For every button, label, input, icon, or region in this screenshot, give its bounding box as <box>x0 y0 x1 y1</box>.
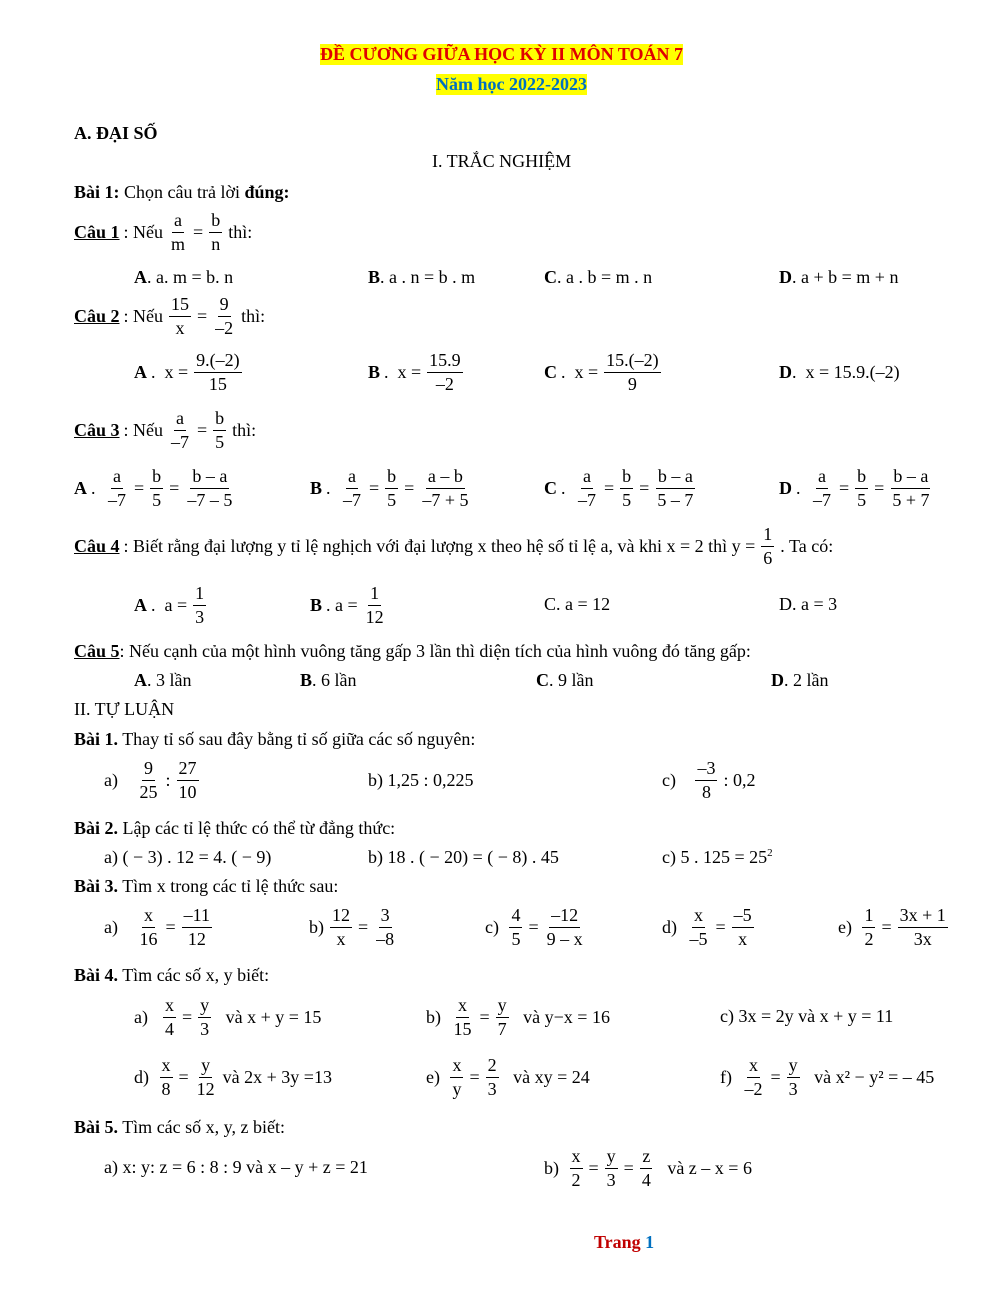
cau1-option-b[interactable]: B. a . n = b . m <box>368 267 476 287</box>
bai4-item-f: f) $\frac{x}{-2}$ = $\frac{y}{3}$ và x² − y² = – 45 <box>720 1055 935 1099</box>
bai2-item-c: c) 5 . $125 = 25^2$ <box>662 847 773 867</box>
cau3-question: Câu 3 : Nếu $\frac{a}{-7}$ = $\frac{b}{5}$ thì: <box>74 408 257 452</box>
cau1-pre: : Nếu <box>123 221 164 242</box>
cau2-label: Câu 2 <box>74 305 120 326</box>
cau3-option-d[interactable]: D . $\frac{a}{-7}$ = $\frac{b}{5}$ = $\frac{b - a}{5 + 7}$ <box>779 466 930 510</box>
page-footer <box>594 1232 654 1253</box>
bai4-heading <box>74 965 269 986</box>
page-word: Trang <box>594 1232 641 1252</box>
cau3-option-a[interactable]: A . $\frac{a}{-7}$ = $\frac{b}{5}$ = $\frac{b - a}{-7 - 5}$ <box>74 466 233 510</box>
bai3-item-e: e) $\frac{1}{2}$ = $\frac{3x + 1}{3x}$ <box>838 905 946 949</box>
fraction: $\frac{15}{x}$ <box>171 294 190 338</box>
bai5-item-a: a) x: y: z = 6 : 8 : 9 và x – y + z = 21 <box>104 1157 368 1177</box>
cau1-option-d[interactable]: D. a + b = m + n <box>779 267 899 287</box>
cau4-option-d[interactable]: D. a = 3 <box>779 594 838 614</box>
bai3-item-d: d) $\frac{x}{-5}$ = $\frac{-5}{x}$ <box>662 905 752 949</box>
cau5-option-d[interactable]: D. 2 lần <box>771 670 829 690</box>
bai1-mc-text: Chọn câu trả lời <box>119 182 245 202</box>
bai1-mc-heading <box>74 182 290 203</box>
bai5-item-b: b) $\frac{x}{2}$ = $\frac{y}{3}$ = $\frac{z}{4}$ và z – x = 6 <box>544 1146 752 1190</box>
bai4-item-a: a) $\frac{x}{4}$ = $\frac{y}{3}$ và x + y = 15 <box>134 995 322 1039</box>
bai3-item-c: c) $\frac{4}{5}$ = $\frac{-12}{9 - x}$ <box>485 905 583 949</box>
cau3-post: thì: <box>232 419 257 440</box>
bai1-mc-bold: đúng: <box>244 182 290 202</box>
part-multiple-choice-title: I. TRẮC NGHIỆM <box>432 151 572 171</box>
bai3-label: Bài 3. <box>74 876 119 896</box>
cau3-option-b[interactable]: B . $\frac{a}{-7}$ = $\frac{b}{5}$ = $\frac{a - b}{-7 + 5}$ <box>310 466 469 510</box>
bai2-heading <box>74 818 395 839</box>
cau5-option-a[interactable]: A. 3 lần <box>134 670 192 690</box>
bai1-label: Bài 1. <box>74 729 119 749</box>
cau2-option-c[interactable]: C . x = $\frac{15.(-2)}{9}$ <box>544 350 659 394</box>
cau3-option-c[interactable]: C . $\frac{a}{-7}$ = $\frac{b}{5}$ = $\frac{b - a}{5 - 7}$ <box>544 466 694 510</box>
fraction: $\frac{1}{6}$ <box>763 524 773 568</box>
bai2-item-b: b) 18 . ( − 20) = ( − 8) . 45 <box>368 847 559 867</box>
bai5-heading <box>74 1117 285 1138</box>
bai1-item-b: b) 1,25 : 0,225 <box>368 770 474 790</box>
section-algebra: A. ĐẠI SỐ <box>74 123 158 143</box>
bai4-item-e: e) $\frac{x}{y}$ = $\frac{2}{3}$ và xy = 24 <box>426 1055 590 1099</box>
bai1-mc-label: Bài 1: <box>74 182 120 202</box>
cau4-option-c[interactable]: C. a = 12 <box>544 594 611 614</box>
bai3-item-a: a) $\frac{x}{16}$ = $\frac{-11}{12}$ <box>104 905 210 949</box>
bai3-heading <box>74 876 338 897</box>
cau4-question <box>74 524 833 568</box>
bai4-item-d: d) $\frac{x}{8}$ = $\frac{y}{12}$ và 2x + 3y =13 <box>134 1055 332 1099</box>
bai1-text: Thay tỉ số sau đây bằng tỉ số giữa các số nguyên: <box>118 729 476 749</box>
bai4-item-c: c) 3x = 2y và x + y = 11 <box>720 1006 894 1026</box>
bai5-text: Tìm các số x, y, z biết: <box>118 1117 285 1137</box>
cau2-question: Câu 2 : Nếu $\frac{15}{x}$ = $\frac{9}{-2}$ thì: <box>74 294 266 338</box>
document-title: ĐỀ CƯƠNG GIỮA HỌC KỲ II MÔN TOÁN 7 <box>320 44 684 64</box>
cau5-label: Câu 5 <box>74 641 120 661</box>
fraction: $\frac{a}{-7}$ <box>171 408 190 452</box>
school-year: Năm học 2022-2023 <box>436 74 587 94</box>
cau2-option-b[interactable]: B . x = $\frac{15.9}{-2}$ <box>368 350 461 394</box>
fraction: $\frac{b}{n}$ <box>211 210 221 254</box>
cau1-option-c[interactable]: C. a . b = m . n <box>544 267 653 287</box>
bai2-label: Bài 2. <box>74 818 119 838</box>
cau2-option-a[interactable]: A . x = $\frac{9.(-2)}{15}$ <box>134 350 240 394</box>
bai3-item-b: b) $\frac{12}{x}$ = $\frac{3}{-8}$ <box>309 905 395 949</box>
bai2-text: Lập các tỉ lệ thức có thể từ đẳng thức: <box>118 818 396 838</box>
bai4-label: Bài 4. <box>74 965 119 985</box>
cau1-label: Câu 1 <box>74 221 120 242</box>
page-number: 1 <box>645 1232 655 1252</box>
cau4-option-b[interactable]: B . a = $\frac{1}{12}$ <box>310 583 384 627</box>
cau5-text: : Nếu cạnh của một hình vuông tăng gấp 3 lần thì diện tích của hình vuông đó tăng gấp: <box>119 641 751 661</box>
cau3-label: Câu 3 <box>74 419 120 440</box>
cau5-option-c[interactable]: C. 9 lần <box>536 670 594 690</box>
part-essay-title: II. TỰ LUẬN <box>74 699 175 719</box>
cau3-pre: : Nếu <box>123 419 164 440</box>
bai1-heading <box>74 729 475 750</box>
cau4-label: Câu 4 <box>74 535 120 556</box>
fraction: $\frac{b}{5}$ <box>215 408 225 452</box>
cau1-post: thì: <box>228 221 253 242</box>
bai5-label: Bài 5. <box>74 1117 119 1137</box>
bai3-text: Tìm x trong các tỉ lệ thức sau: <box>118 876 339 896</box>
cau4-text: : Biết rằng đại lượng y tỉ lệ nghịch với đại lượng x theo hệ số tỉ lệ a, và khi x = 2 thì y = <box>123 535 756 556</box>
fraction: $\frac{a}{m}$ <box>171 210 186 254</box>
cau1-question: Câu 1 : Nếu $\frac{a}{m}$ = $\frac{b}{n}$ thì: <box>74 210 253 254</box>
bai1-item-a: a) $\frac{9}{25}$ : $\frac{27}{10}$ <box>104 758 197 802</box>
cau5-option-b[interactable]: B. 6 lần <box>300 670 357 690</box>
cau4-option-a[interactable]: A . a = $\frac{1}{3}$ <box>134 583 205 627</box>
cau2-option-d[interactable]: D. x = 15.9.(–2) <box>779 362 900 382</box>
cau4-post: . Ta có: <box>780 535 834 556</box>
bai4-item-b: b) $\frac{x}{15}$ = $\frac{y}{7}$ và y−x = 16 <box>426 995 610 1039</box>
bai1-item-c: c) $\frac{-3}{8}$ : 0,2 <box>662 758 756 802</box>
cau5-question <box>74 641 751 662</box>
cau2-post: thì: <box>241 305 266 326</box>
fraction: $\frac{9}{-2}$ <box>215 294 234 338</box>
bai4-text: Tìm các số x, y biết: <box>118 965 270 985</box>
bai2-item-a: a) ( − 3) . 12 = 4. ( − 9) <box>104 847 272 867</box>
cau2-pre: : Nếu <box>123 305 164 326</box>
cau1-option-a[interactable]: A. a. m = b. n <box>134 267 234 287</box>
